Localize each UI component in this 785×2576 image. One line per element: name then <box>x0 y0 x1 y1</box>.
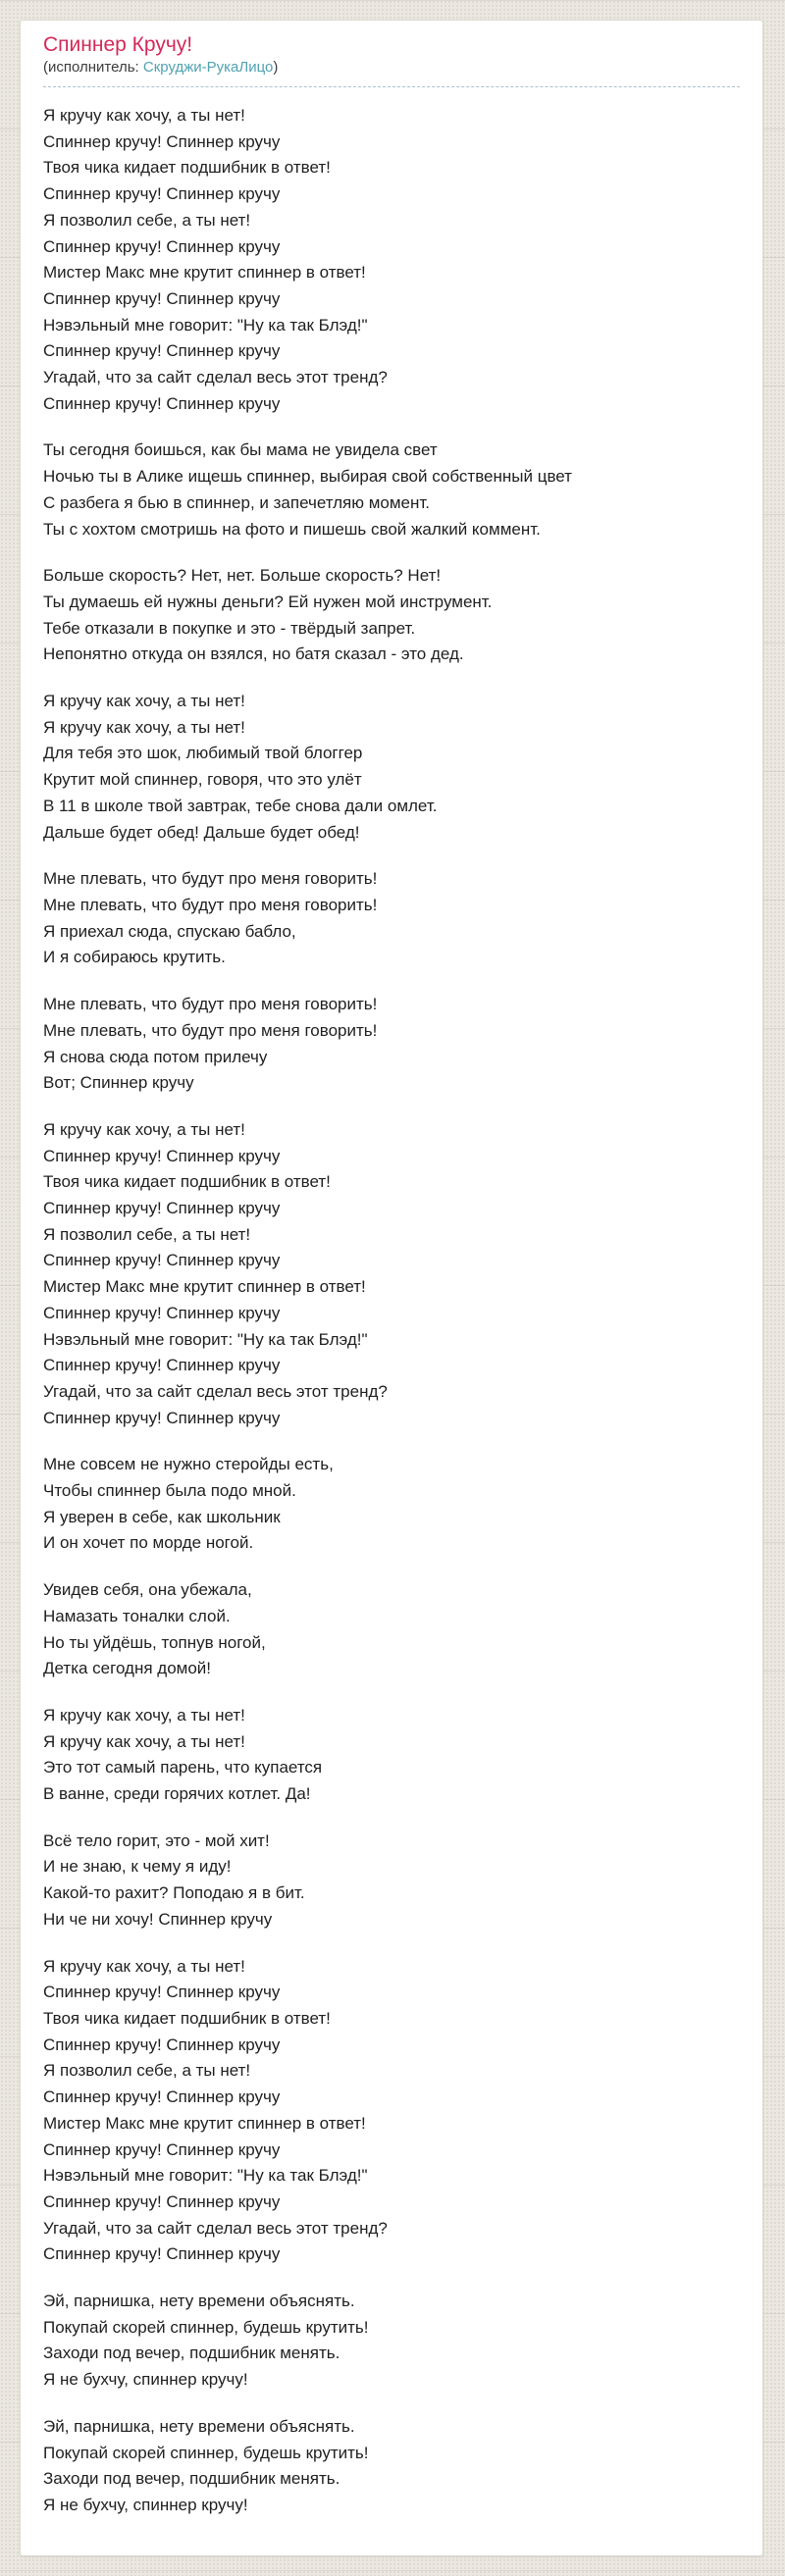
lyrics-stanza: Больше скорость? Нет, нет. Больше скорость? Нет! Ты думаешь ей нужны деньги? Ей нужен мой инструмент. Тебе отказали в покупке и это - твёрдый запрет. Непонятно откуда он взялся, но батя сказал - это дед. <box>43 566 493 664</box>
lyrics-stanza: Ты сегодня боишься, как бы мама не увидела свет Ночью ты в Алике ищешь спиннер, выбирая свой собственный цвет С разбега я бью в спиннер, и запечетляю момент. Ты с хохтом смотришь на фото и пишешь свой жалкий коммент. <box>43 440 572 539</box>
lyrics-stanza: Мне плевать, что будут про меня говорить! Мне плевать, что будут про меня говорить! Я приехал сюда, спускаю бабло, И я собираюсь крутить. <box>43 869 378 967</box>
lyrics-stanza: Я кручу как хочу, а ты нет! Я кручу как хочу, а ты нет! Это тот самый парень, что купается В ванне, среди горячих котлет. Да! <box>43 1705 323 1804</box>
artist-line <box>43 58 740 87</box>
lyrics-stanza: Увидев себя, она убежала, Намазать тоналки слой. Но ты уйдёшь, топнув ногой, Детка сегодня домой! <box>43 1580 266 1678</box>
artist-label-suffix: ) <box>273 59 279 76</box>
lyrics-stanza: Эй, парнишка, нету времени объяснять. Покупай скорей спиннер, будешь крутить! Заходи под вечер, подшибник менять. Я не бухчу, спиннер кручу! <box>43 2292 369 2390</box>
artist-label-prefix: (исполнитель: <box>43 59 143 76</box>
lyrics-stanza: Я кручу как хочу, а ты нет! Спиннер кручу! Спиннер кручу Твоя чика кидает подшибник в ответ! Спиннер кручу! Спиннер кручу Я позволил себе, а ты нет! Спиннер кручу! Спиннер кручу Мистер Макс мне крутит спиннер в ответ! Спиннер кручу! Спиннер кручу Нэвэльный мне говорит: "Ну ка так Блэд!" Спиннер кручу! Спиннер кручу Угадай, что за сайт сделал весь этот тренд? Спиннер кручу! Спиннер кручу <box>43 1956 388 2264</box>
lyrics-stanza: Всё тело горит, это - мой хит! И не знаю, к чему я иду! Какой-то рахит? Поподаю я в бит. Ни че ни хочу! Спиннер кручу <box>43 1830 305 1929</box>
lyrics-card <box>20 20 763 2556</box>
lyrics-stanza: Я кручу как хочу, а ты нет! Спиннер кручу! Спиннер кручу Твоя чика кидает подшибник в ответ! Спиннер кручу! Спиннер кручу Я позволил себе, а ты нет! Спиннер кручу! Спиннер кручу Мистер Макс мне крутит спиннер в ответ! Спиннер кручу! Спиннер кручу Нэвэльный мне говорит: "Ну ка так Блэд!" Спиннер кручу! Спиннер кручу Угадай, что за сайт сделал весь этот тренд? Спиннер кручу! Спиннер кручу <box>43 106 388 413</box>
page-title: Спиннер Кручу! <box>43 33 193 56</box>
lyrics-stanza: Эй, парнишка, нету времени объяснять. Покупай скорей спиннер, будешь крутить! Заходи под вечер, подшибник менять. Я не бухчу, спиннер кручу! <box>43 2416 369 2514</box>
lyrics-text <box>43 87 740 2519</box>
lyrics-stanza: Мне плевать, что будут про меня говорить! Мне плевать, что будут про меня говорить! Я снова сюда потом прилечу Вот; Спиннер кручу <box>43 995 378 1093</box>
lyrics-stanza: Мне совсем не нужно стеройды есть, Чтобы спиннер была подо мной. Я уверен в себе, как школьник И он хочет по морде ногой. <box>43 1455 334 1553</box>
artist-link[interactable]: Скруджи-РукаЛицо <box>142 59 274 76</box>
lyrics-stanza: Я кручу как хочу, а ты нет! Я кручу как хочу, а ты нет! Для тебя это шок, любимый твой блоггер Крутит мой спиннер, говоря, что это улёт В 11 в школе твой завтрак, тебе снова дали омлет. Дальше будет обед! Дальше будет обед! <box>43 692 438 842</box>
lyrics-stanza: Я кручу как хочу, а ты нет! Спиннер кручу! Спиннер кручу Твоя чика кидает подшибник в ответ! Спиннер кручу! Спиннер кручу Я позволил себе, а ты нет! Спиннер кручу! Спиннер кручу Мистер Макс мне крутит спиннер в ответ! Спиннер кручу! Спиннер кручу Нэвэльный мне говорит: "Ну ка так Блэд!" Спиннер кручу! Спиннер кручу Угадай, что за сайт сделал весь этот тренд? Спиннер кручу! Спиннер кручу <box>43 1119 388 1427</box>
